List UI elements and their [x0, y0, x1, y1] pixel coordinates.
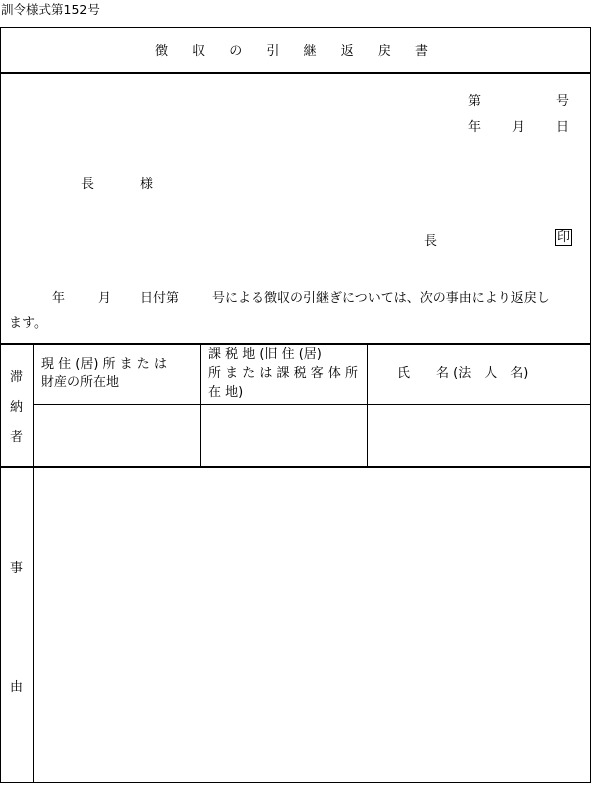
body-text-line2: ます。	[9, 316, 47, 331]
body-text: 号による徴収の引継ぎについては、次の事由により返戻し	[212, 291, 550, 306]
address-cell[interactable]	[34, 405, 200, 466]
body-year: 年	[52, 291, 66, 306]
doc-no-dai: 第	[468, 94, 482, 109]
body-month: 月	[98, 291, 112, 306]
reason-field[interactable]	[34, 468, 590, 781]
sender-cho: 長	[424, 234, 438, 249]
header-name: 氏 名 (法 人 名)	[397, 366, 529, 381]
addressee-sama: 様	[140, 177, 154, 192]
delinquent-char-3: 者	[10, 430, 24, 445]
header-taxplace-line1: 課 税 地 (旧 住 (居)	[208, 347, 322, 362]
doc-no-go: 号	[556, 94, 570, 109]
header-taxplace-line3: 在 地)	[208, 385, 244, 400]
form-number: 訓令様式第152号	[1, 2, 100, 17]
header-address-line1: 現 住 (居) 所 ま た は	[41, 357, 167, 372]
name-cell[interactable]	[368, 405, 590, 466]
title-divider	[0, 72, 591, 74]
date-month: 月	[512, 120, 526, 135]
reason-char-2: 由	[10, 680, 24, 695]
reason-char-1: 事	[10, 561, 24, 576]
header-taxplace-line2: 所 ま た は 課 税 客 体 所	[208, 366, 359, 381]
seal-mark: 印	[557, 230, 571, 245]
form-title: 徴 収 の 引 継 返 戻 書	[155, 44, 438, 59]
delinquent-char-1: 滞	[10, 370, 24, 385]
body-dated: 日付第	[140, 291, 180, 306]
table-top-line	[0, 343, 591, 345]
delinquent-char-2: 納	[10, 400, 24, 415]
header-address-line2: 財産の所在地	[41, 375, 120, 390]
date-year: 年	[468, 120, 482, 135]
date-day: 日	[556, 120, 570, 135]
taxplace-cell[interactable]	[201, 405, 367, 466]
addressee-cho: 長	[81, 177, 95, 192]
